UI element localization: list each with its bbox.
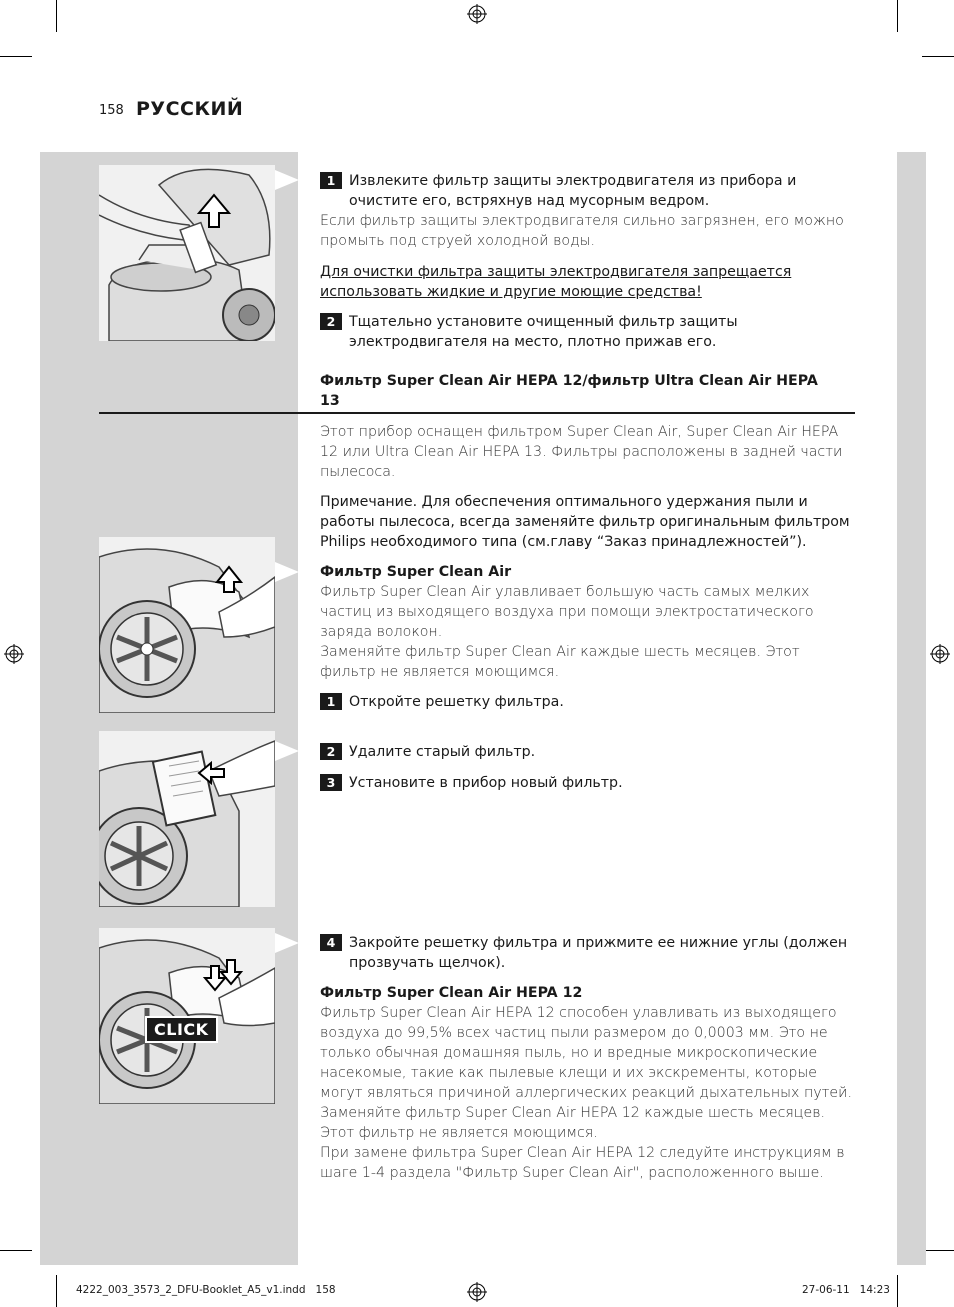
step-3-insert-filter — [320, 773, 858, 793]
illustration-remove-old-filter — [99, 731, 275, 907]
hepa-12-not-washable: Этот фильтр не является моющимся. — [320, 1125, 598, 1141]
illustration-open-filter-grille — [99, 537, 275, 713]
hepa-note: Примечание. Для обеспечения оптимального удержания пыли и работы пылесоса, всегда заменяйте фильтр оригинальным фильтром Philips необходимого типа (см.главу “Заказ принадлежностей”). — [320, 494, 850, 550]
illustration-close-grille-click — [99, 928, 275, 1104]
step-2-remove-filter — [320, 742, 858, 762]
step-number-badge: 4 — [320, 934, 342, 951]
step-text: Установите в прибор новый фильтр. — [349, 775, 623, 791]
section-heading-hepa: Фильтр Super Clean Air HEPA 12/фильтр Ultra Clean Air HEPA 13 — [320, 373, 818, 409]
step-text: Удалите старый фильтр. — [349, 744, 536, 760]
illustration-motor-filter-removal — [99, 165, 275, 341]
step-1-motor-filter — [320, 171, 858, 211]
pointer-arrow-icon — [275, 562, 299, 582]
super-clean-air-desc: Фильтр Super Clean Air улавливает большую часть самых мелких частиц из выходящего воздуха при помощи электростатического заряда волокон. — [320, 584, 814, 640]
section-divider — [99, 412, 855, 414]
footer-date: 27-06-11 14:23 — [802, 1284, 890, 1296]
registration-mark-icon — [930, 644, 950, 664]
step-text: Откройте решетку фильтра. — [349, 694, 564, 710]
hepa-12-replace: Заменяйте фильтр Super Clean Air HEPA 12 каждые шесть месяцев. — [320, 1105, 826, 1121]
warning-text: Для очистки фильтра защиты электродвигателя запрещается использовать жидкие и другие моющие средства! — [320, 264, 792, 300]
step-text: Тщательно установите очищенный фильтр защиты электродвигателя на место, плотно прижав его. — [349, 314, 738, 350]
step-1-open-grille — [320, 692, 858, 712]
step-number-badge: 1 — [320, 693, 342, 710]
step-number-badge: 2 — [320, 313, 342, 330]
right-margin-band — [897, 152, 926, 1265]
step-text: Закройте решетку фильтра и прижмите ее нижние углы (должен прозвучать щелчок). — [349, 935, 848, 971]
page-number: 158 — [99, 103, 124, 118]
step-2-motor-filter — [320, 312, 858, 352]
registration-mark-icon — [4, 644, 24, 664]
cleaning-note: Если фильтр защиты электродвигателя сильно загрязнен, его можно промыть под струей холодной воды. — [320, 213, 844, 249]
sub-heading-hepa-12: Фильтр Super Clean Air HEPA 12 — [320, 985, 583, 1001]
pointer-arrow-icon — [275, 170, 299, 190]
sub-heading-super-clean-air: Фильтр Super Clean Air — [320, 564, 512, 580]
pointer-arrow-icon — [275, 933, 299, 953]
hepa-intro: Этот прибор оснащен фильтром Super Clean Air, Super Clean Air HEPA 12 или Ultra Clean Air HEPA 13. Фильтры расположены в задней части пылесоса. — [320, 424, 843, 480]
pointer-arrow-icon — [275, 741, 299, 761]
registration-mark-icon — [467, 1282, 487, 1302]
step-text: Извлеките фильтр защиты электродвигателя из прибора и очистите его, встряхнув над мусорным ведром. — [349, 173, 797, 209]
registration-mark-icon — [467, 4, 487, 24]
click-label: CLICK — [145, 1016, 218, 1043]
super-clean-air-replace: Заменяйте фильтр Super Clean Air каждые шесть месяцев. Этот фильтр не является моющимся. — [320, 644, 800, 680]
step-number-badge: 2 — [320, 743, 342, 760]
hepa-12-instructions: При замене фильтра Super Clean Air HEPA 12 следуйте инструкциям в шаге 1-4 раздела "Фильтр Super Clean Air", расположенного выше. — [320, 1145, 845, 1181]
step-4-close-grille — [320, 933, 858, 973]
hepa-12-desc: Фильтр Super Clean Air HEPA 12 способен улавливать из выходящего воздуха до 99,5% всех частиц пыли размером до 0,0003 мм. Это не только обычная домашняя пыль, но и вредные микроскопические насекомые, такие как пылевые клещи и их экскременты, которые могут являться причиной аллергических реакций дыхательных путей. — [320, 1005, 852, 1101]
step-number-badge: 3 — [320, 774, 342, 791]
language-title: РУССКИЙ — [136, 98, 244, 120]
footer-file-name: 4222_003_3573_2_DFU-Booklet_A5_v1.indd 158 — [76, 1284, 336, 1296]
step-number-badge: 1 — [320, 172, 342, 189]
